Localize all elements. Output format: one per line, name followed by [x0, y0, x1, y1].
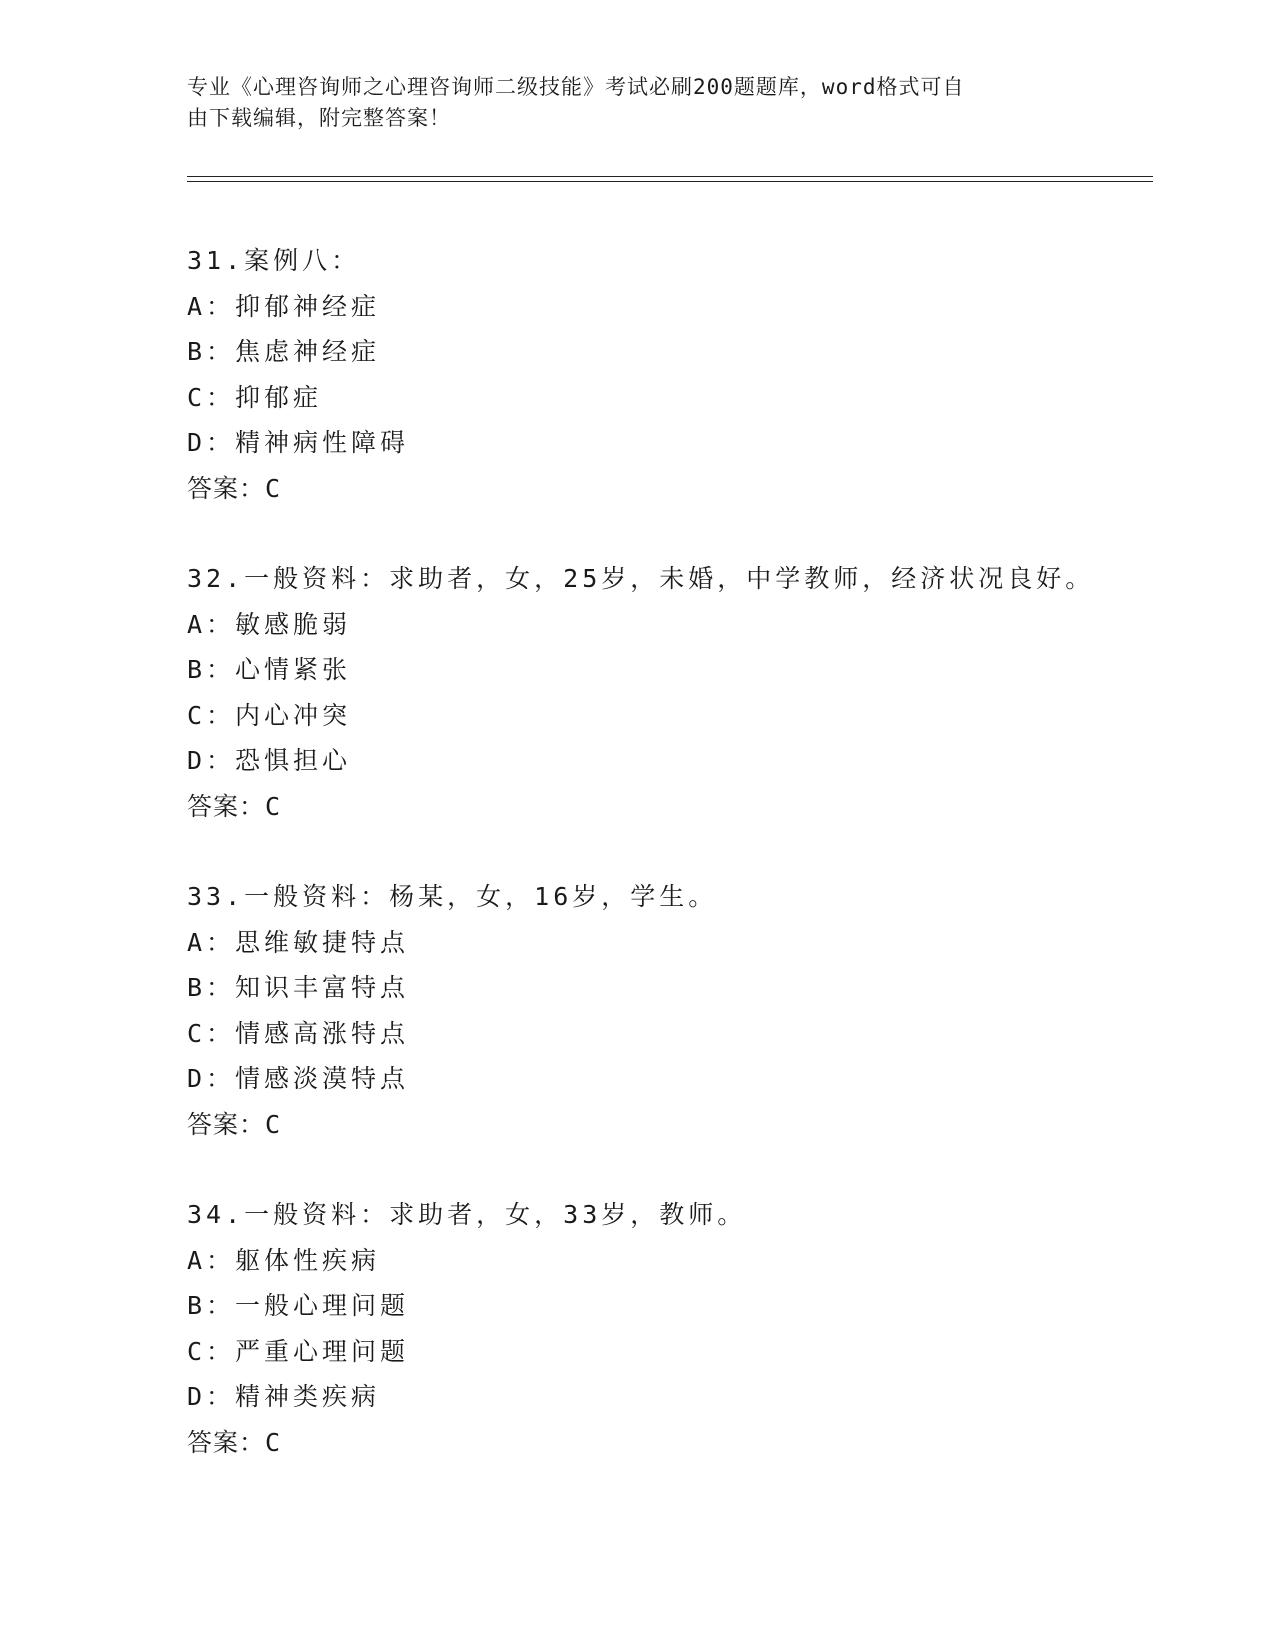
- question-list: [187, 238, 1147, 1510]
- option-d: D：情感淡漠特点: [187, 1064, 410, 1093]
- question-34: [187, 1192, 1147, 1465]
- option-d: D：恐惧担心: [187, 746, 352, 775]
- option-c: C：严重心理问题: [187, 1336, 410, 1366]
- option-d: D：精神病性障碍: [187, 428, 410, 457]
- option-b: B：一般心理问题: [187, 1291, 410, 1320]
- document-header: [187, 72, 1087, 134]
- header-line-1: 专业《心理咨询师之心理咨询师二级技能》考试必刷200题题库，word格式可自: [187, 75, 965, 99]
- answer-label: 答案：: [187, 473, 266, 503]
- answer-value: C: [265, 1427, 282, 1457]
- option-b: B：焦虑神经症: [187, 337, 381, 366]
- option-d: D：精神类疾病: [187, 1382, 381, 1411]
- option-a: A：抑郁神经症: [187, 291, 381, 321]
- answer-label: 答案：: [187, 791, 266, 821]
- option-a: A：敏感脆弱: [187, 609, 352, 639]
- answer-value: C: [265, 1109, 282, 1139]
- answer-value: C: [265, 791, 282, 821]
- answer-label: 答案：: [187, 1427, 266, 1457]
- question-stem: 32.一般资料：求助者，女，25岁，未婚，中学教师，经济状况良好。: [187, 564, 1095, 593]
- option-c: C：抑郁症: [187, 382, 323, 412]
- question-stem: 34.一般资料：求助者，女，33岁，教师。: [187, 1200, 747, 1229]
- question-stem: 31.案例八：: [187, 246, 361, 275]
- header-divider-bottom: [187, 181, 1153, 182]
- option-b: B：心情紧张: [187, 655, 352, 684]
- answer-label: 答案：: [187, 1109, 266, 1139]
- option-b: B：知识丰富特点: [187, 973, 410, 1002]
- header-divider-top: [187, 176, 1153, 177]
- answer-line: [187, 784, 1147, 830]
- question-31: [187, 238, 1147, 511]
- question-32: [187, 556, 1147, 829]
- question-33: [187, 874, 1147, 1147]
- answer-line: [187, 1420, 1147, 1466]
- option-c: C：情感高涨特点: [187, 1018, 410, 1048]
- question-stem: 33.一般资料：杨某，女，16岁，学生。: [187, 882, 718, 911]
- answer-line: [187, 466, 1147, 512]
- answer-line: [187, 1102, 1147, 1148]
- option-a: A：躯体性疾病: [187, 1245, 381, 1275]
- option-c: C：内心冲突: [187, 700, 352, 730]
- header-line-2: 由下载编辑，附完整答案！: [187, 106, 451, 130]
- option-a: A：思维敏捷特点: [187, 927, 410, 957]
- answer-value: C: [265, 473, 282, 503]
